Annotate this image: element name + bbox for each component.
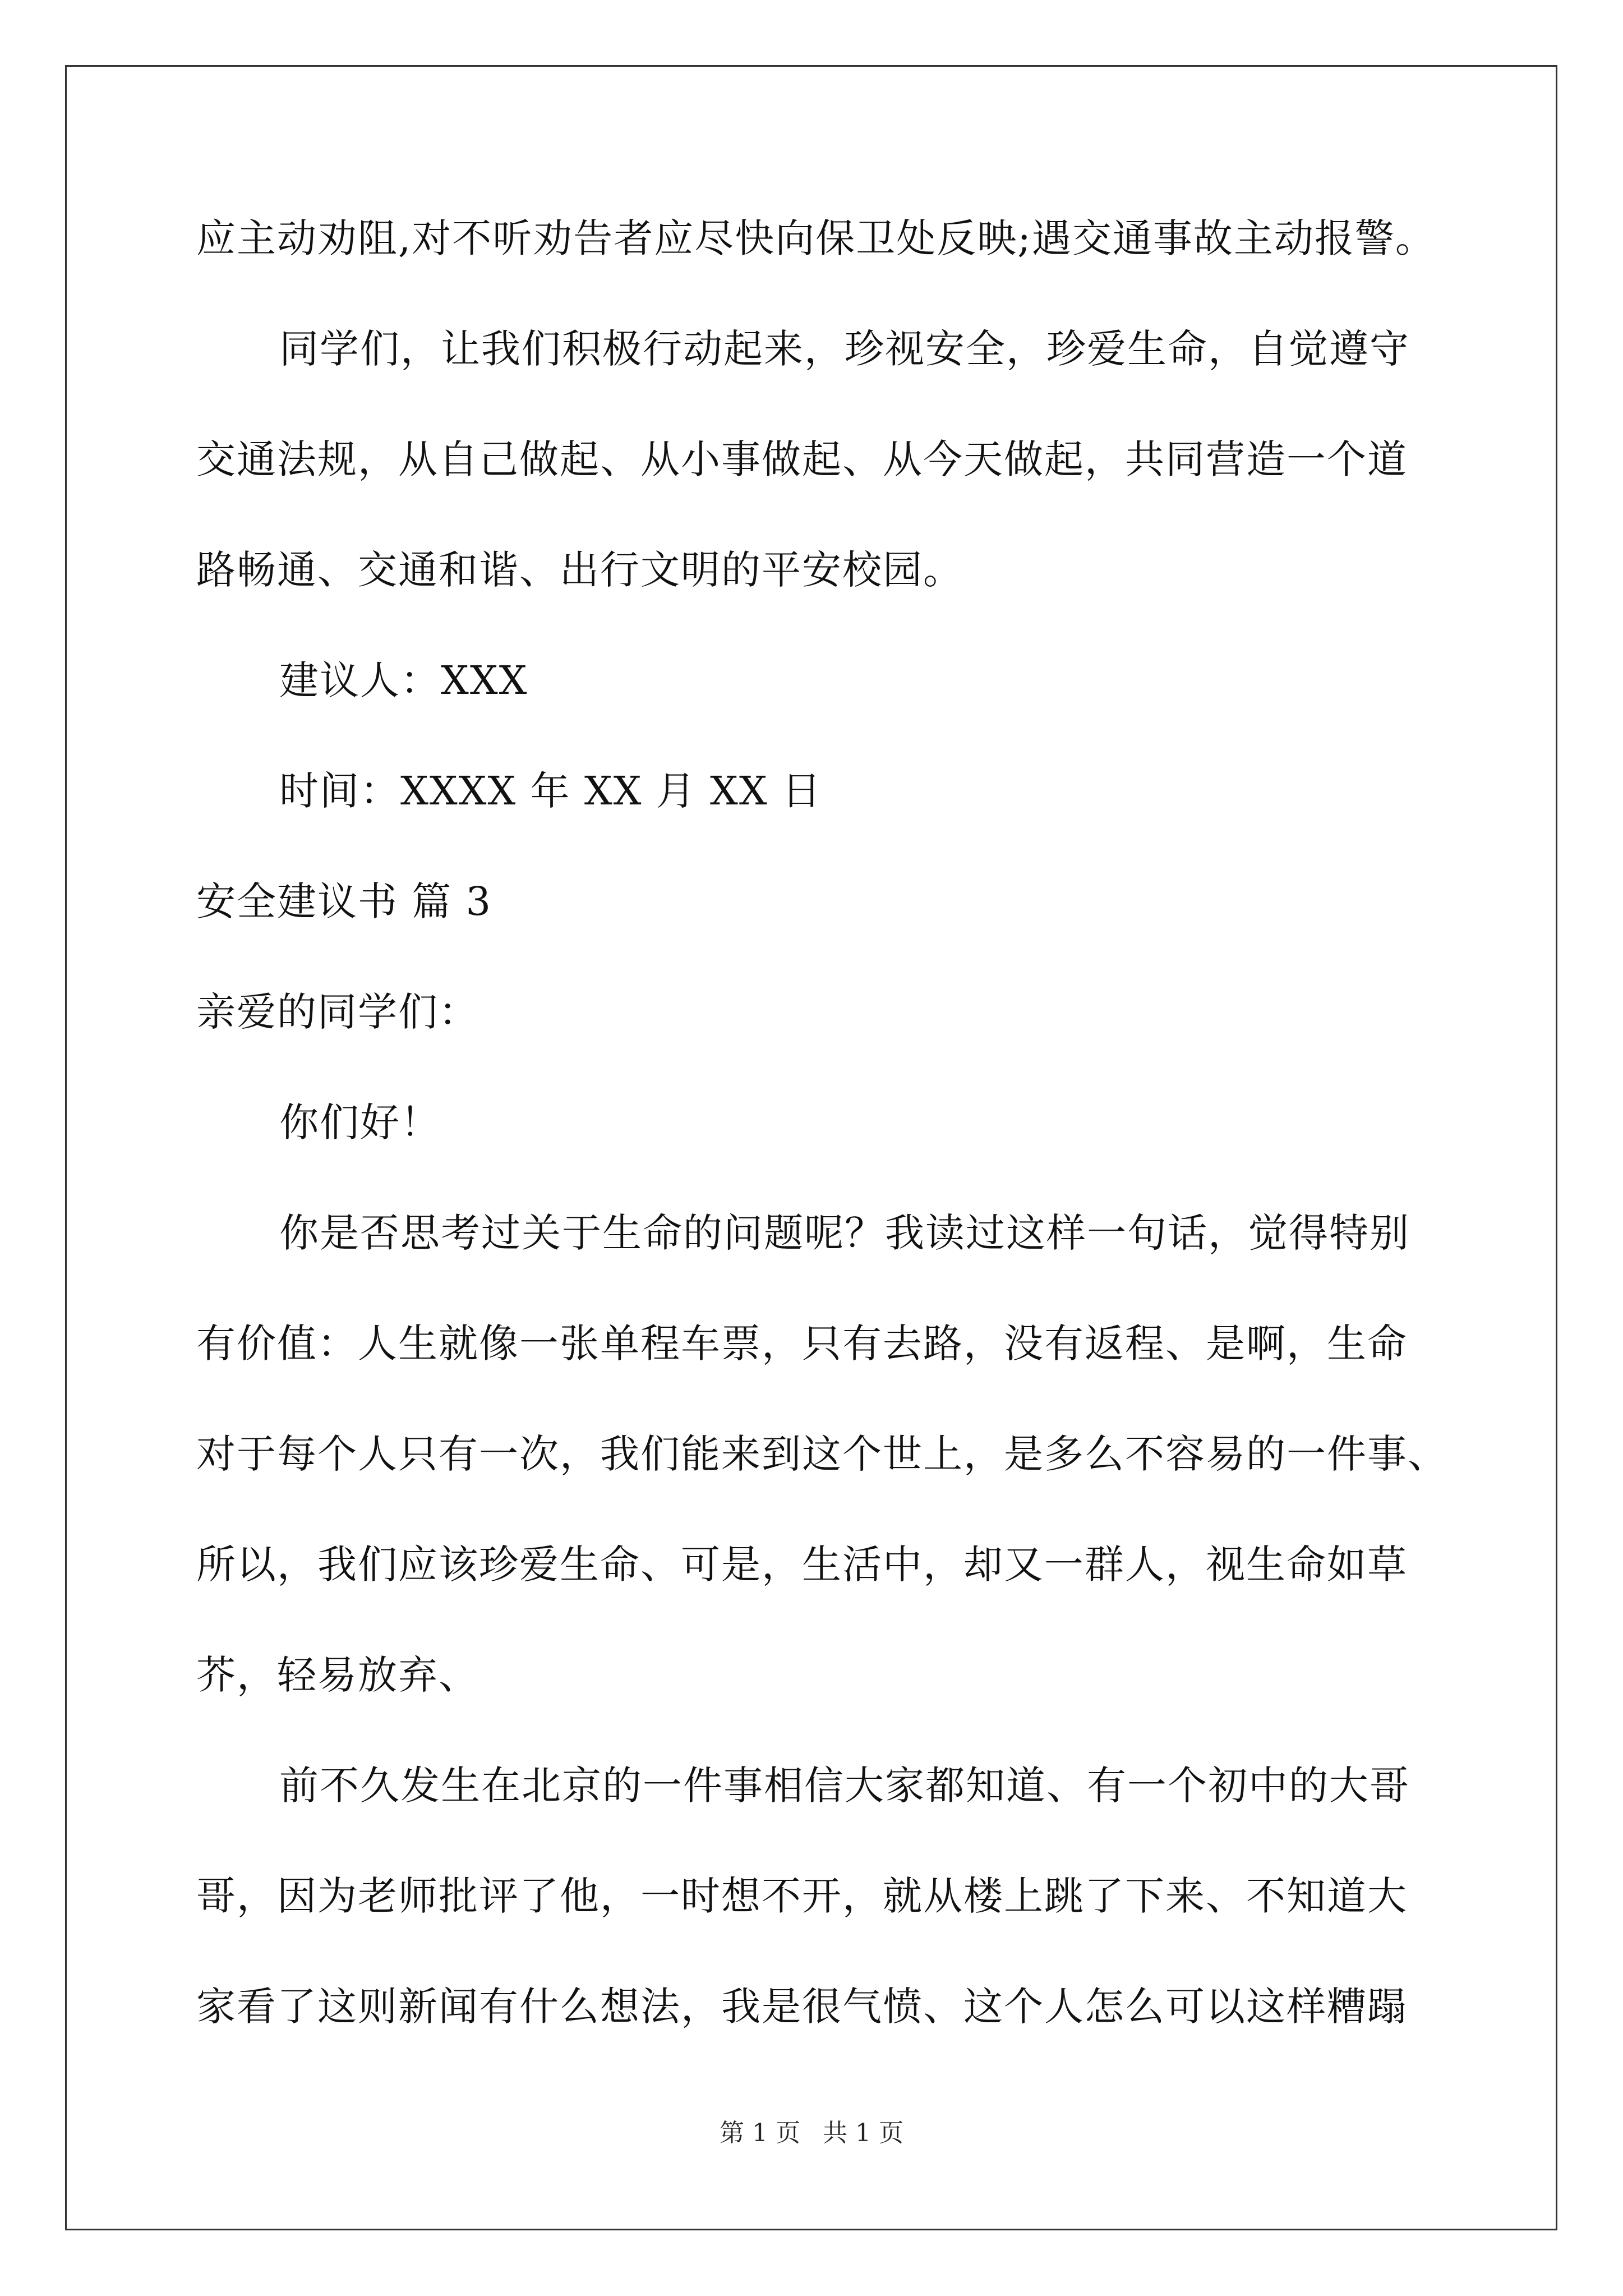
text-line-14: 芥，轻易放弃、 (196, 1652, 479, 1698)
text-line-13: 所以，我们应该珍爱生命、可是，生活中，却又一群人，视生命如草 (196, 1542, 1408, 1588)
text-line-12: 对于每个人只有一次，我们能来到这个世上，是多么不容易的一件事、 (196, 1431, 1448, 1477)
salutation: 亲爱的同学们： (196, 989, 479, 1035)
text-line-15: 前不久发生在北京的一件事相信大家都知道、有一个初中的大哥 (279, 1763, 1410, 1809)
text-line-10: 你是否思考过关于生命的问题呢？我读过这样一句话，觉得特别 (279, 1210, 1410, 1256)
greeting: 你们好！ (279, 1099, 441, 1145)
proposer-line: 建议人：XXX (279, 657, 528, 703)
page-number-total: 共 1 页 (823, 2119, 903, 2147)
page-number-current: 第 1 页 (720, 2119, 800, 2147)
text-line-3: 交通法规，从自己做起、从小事做起、从今天做起，共同营造一个道 (196, 436, 1408, 482)
text-line-11: 有价值：人生就像一张单程车票，只有去路，没有返程、是啊，生命 (196, 1320, 1408, 1366)
page-footer (0, 2116, 1623, 2150)
section-heading: 安全建议书 篇 3 (196, 878, 492, 924)
text-line-16: 哥，因为老师批评了他，一时想不开，就从楼上跳了下来、不知道大 (196, 1873, 1408, 1919)
text-line-2: 同学们，让我们积极行动起来，珍视安全，珍爱生命，自觉遵守 (279, 326, 1410, 372)
date-line: 时间：XXXX 年 XX 月 XX 日 (279, 768, 822, 814)
text-line-4: 路畅通、交通和谐、出行文明的平安校园。 (196, 547, 963, 593)
text-line-1: 应主动劝阻,对不听劝告者应尽快向保卫处反映;遇交通事故主动报警。 (196, 215, 1436, 261)
document-body (196, 210, 1448, 2089)
text-line-17: 家看了这则新闻有什么想法，我是很气愤、这个人怎么可以这样糟蹋 (196, 1984, 1408, 2030)
